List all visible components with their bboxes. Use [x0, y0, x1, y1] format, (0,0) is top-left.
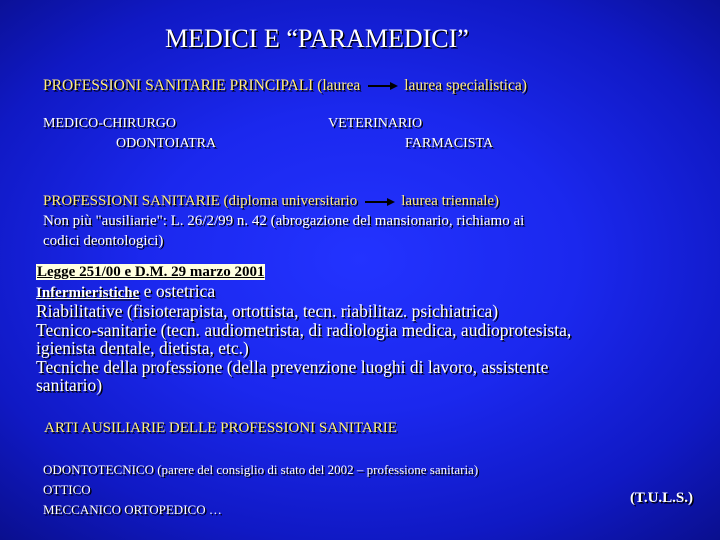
- arti-item-meccanico: MECCANICO ORTOPEDICO …: [43, 502, 222, 517]
- right-arrow-icon: [368, 81, 398, 91]
- profession-veterinario: VETERINARIO: [328, 116, 423, 131]
- law-inf-rest: e ostetrica: [139, 280, 216, 301]
- section2-heading: [43, 193, 499, 210]
- arti-heading: ARTI AUSILIARIE DELLE PROFESSIONI SANITARIE: [44, 420, 397, 436]
- law-title-row: [36, 263, 571, 282]
- law-title: Legge 251/00 e D.M. 29 marzo 2001: [37, 264, 265, 280]
- right-arrow-icon: [365, 197, 395, 207]
- section1-heading-right: laurea specialistica): [404, 77, 527, 94]
- section2-heading-left: PROFESSIONI SANITARIE (diploma universitario: [43, 193, 358, 209]
- slide-title: MEDICI E “PARAMEDICI”: [165, 24, 469, 53]
- law-line-prevenzione-1: Tecniche della professione (della prevenzione luoghi di lavoro, assistente: [36, 356, 549, 377]
- section1-heading-left: PROFESSIONI SANITARIE PRINCIPALI (laurea: [43, 77, 361, 94]
- section2-line-codici: codici deontologici): [43, 233, 164, 249]
- arti-item-odontotecnico: ODONTOTECNICO (parere del consiglio di stato del 2002 – professione sanitaria): [43, 462, 479, 477]
- law-line-riabilitative: Riabilitative (fisioterapista, ortottista, tecn. riabilitaz. psichiatrica): [36, 301, 499, 321]
- law-line-tecnico-2: igienista dentale, dietista, etc.): [36, 338, 249, 358]
- section1-heading: [43, 77, 527, 95]
- law-block: [36, 263, 571, 395]
- profession-medico: MEDICO-CHIRURGO: [43, 116, 176, 131]
- law-line-prevenzione-2: sanitario): [36, 375, 103, 395]
- arti-item-ottico: OTTICO: [43, 482, 91, 497]
- profession-odontoiatra: ODONTOIATRA: [116, 136, 217, 151]
- law-inf-bold: Infermieristiche: [36, 284, 140, 301]
- section2-line-ausiliarie: Non più "ausiliarie": L. 26/2/99 n. 42 (abrogazione del mansionario, richiamo ai: [43, 213, 525, 229]
- law-line-tecnico-1: Tecnico-sanitarie (tecn. audiometrista, di radiologia medica, audioprotesista,: [36, 319, 572, 340]
- section2-heading-right: laurea triennale): [401, 193, 500, 209]
- tuls-label: (T.U.L.S.): [629, 490, 693, 506]
- profession-farmacista: FARMACISTA: [405, 136, 494, 151]
- law-line-infermieristiche: [36, 282, 571, 303]
